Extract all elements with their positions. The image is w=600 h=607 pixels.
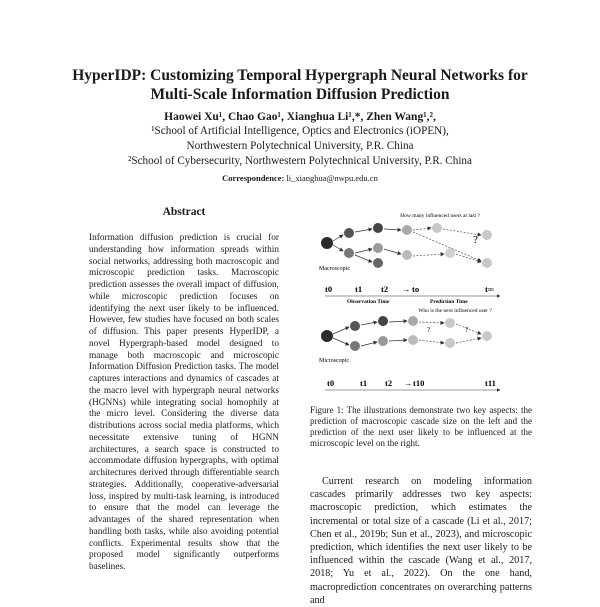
macro-timeline	[325, 284, 494, 294]
affiliation-2: ²School of Cybersecurity, Northwestern Polytechnical University, P.R. China	[128, 155, 472, 167]
title-line-1: HyperIDP: Customizing Temporal Hypergraph Neural Networks for	[72, 67, 528, 84]
correspondence-label: Correspondence:	[222, 173, 285, 183]
macro-time-arrow: →	[402, 284, 411, 294]
micro-question-mark-2: ?	[465, 326, 469, 334]
micro-time-1: t1	[360, 378, 368, 388]
macro-time-o: to	[412, 284, 420, 294]
prediction-time-label: Prediction Time	[430, 299, 468, 305]
affiliation-1-line-2: Northwestern Polytechnical University, P.R. China	[186, 140, 414, 152]
affiliation-1-line-1: ¹School of Artificial Intelligence, Optics and Electronics (iOPEN),	[151, 125, 449, 137]
macro-label: Macroscopic	[319, 266, 350, 272]
macro-question-mark: ?	[473, 234, 478, 246]
title-line-2: Multi-Scale Information Diffusion Prediction	[150, 86, 450, 103]
micro-timeline	[327, 378, 496, 388]
abstract-text: Information diffusion prediction is crucial for understanding how information spreads within social networks, addressing both macroscopic and microscopic prediction tasks. Macroscopic prediction assesses the overall impact of diffusion, while microscopic prediction focuses on identifying the next user likely to be influenced. However, few studies have focused on both scales of diffusion. This paper presents HyperIDP, a novel Hypergraph-based model designed to manage both macroscopic and microscopic Information Diffusion Prediction tasks. The model captures interactions and dynamics of cascades at the macro level with hypergraph neural networks (HGNNs) while integrating social homophily at the micro level. Considering the diverse data distributions across social media platforms, which necessitate extensive tuning of HGNN architectures, a search space is constructed to accommodate diffusion hypergraphs, with optimal architectures derived through differentiable search strategies. Additionally, cooperative-adversarial loss, inspired by multi-task learning, is introduced to ensure that the model can leverage the advantages of the shared representation when handling both tasks, while also avoiding potential conflicts. Experimental results show that the proposed model significantly outperforms baselines.	[89, 233, 279, 572]
correspondence	[40, 173, 560, 183]
macro-time-inf: t∞	[485, 284, 494, 294]
figure-illustration	[315, 208, 515, 400]
macro-time-1: t1	[355, 284, 363, 294]
micro-question: Who is the next influenced user ?	[418, 308, 492, 314]
paper-title	[40, 66, 560, 104]
micro-time-10: t10	[413, 378, 425, 388]
observation-time-label: Observation Time	[347, 299, 390, 305]
micro-label: Microscopic	[319, 358, 349, 364]
macro-time-2: t2	[381, 284, 389, 294]
body-paragraph: Current research on modeling information cascades primarily addresses two key aspects: macroscopic prediction, which estimates the incremental or total size of a cascade (Li et al., 2017; Chen et al., 2019b; Sun et al., 2023), and microscopic prediction, which identifies the next user likely to be influenced within the cascade (Wang et al., 2017, 2018; Yu et al., 2022). On the one hand, macroprediction concentrates on overarching patterns and	[310, 476, 532, 606]
micro-question-mark-1: ?	[427, 326, 431, 334]
macro-question: How many influenced users at last ?	[400, 213, 480, 219]
micro-time-0: t0	[327, 378, 335, 388]
figure-1	[315, 208, 515, 400]
macro-time-0: t0	[325, 284, 333, 294]
micro-arrows	[333, 321, 407, 346]
micro-time-2: t2	[385, 378, 393, 388]
author-list: Haowei Xu¹, Chao Gao¹, Xianghua Li¹,*, Zhen Wang¹,²,	[164, 111, 436, 123]
correspondence-email: li_xianghua@nwpu.edu.cn	[286, 173, 378, 183]
micro-time-arrow: →	[404, 378, 413, 388]
micro-time-11: t11	[485, 378, 496, 388]
abstract-heading: Abstract	[162, 206, 206, 218]
macro-arrows	[333, 229, 401, 262]
figure-caption: Figure 1: The illustrations demonstrate two key aspects: the prediction of macroscopic cascade size on the left and the prediction of the next user likely to be influenced at the microscopic level on the right.	[310, 405, 532, 448]
macro-user-nodes	[321, 223, 492, 268]
